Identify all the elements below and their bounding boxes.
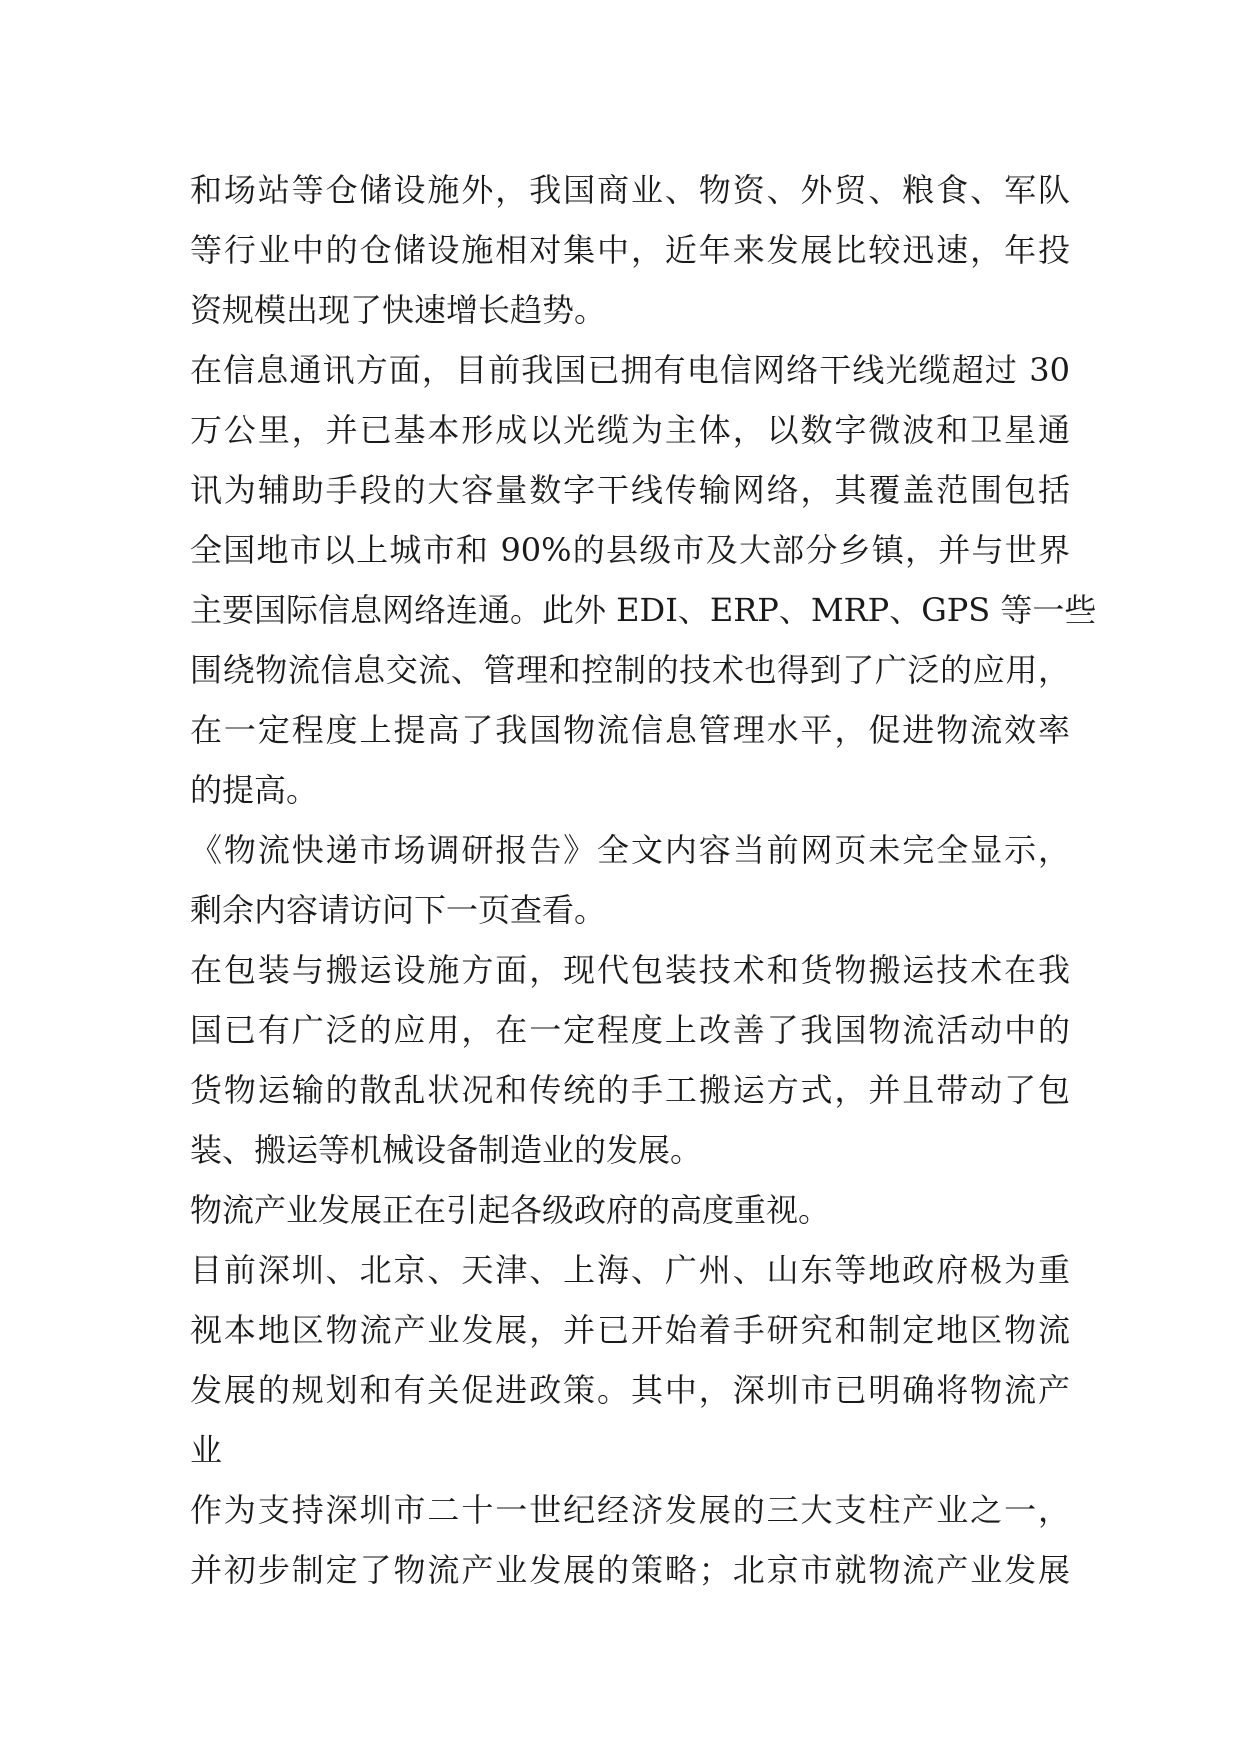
text-line: 在一定程度上提高了我国物流信息管理水平，促进物流效率 [190,711,1070,749]
text-line: 视本地区物流产业发展，并已开始着手研究和制定地区物流 [190,1311,1070,1349]
text-line: 资规模出现了快速增长趋势。 [190,291,607,329]
text-line: 和场站等仓储设施外，我国商业、物资、外贸、粮食、军队 [190,171,1070,209]
text-line: 主要国际信息网络连通。此外 EDI、ERP、MRP、GPS 等一些 [190,591,1097,629]
text-line: 的提高。 [190,771,319,809]
text-line: 作为支持深圳市二十一世纪经济发展的三大支柱产业之一， [190,1491,1070,1529]
text-line: 装、搬运等机械设备制造业的发展。 [190,1131,703,1169]
text-line: 围绕物流信息交流、管理和控制的技术也得到了广泛的应用， [190,651,1070,689]
body-text [190,160,1097,1600]
text-line: 《物流快递市场调研报告》全文内容当前网页未完全显示， [190,831,1070,869]
text-line: 在包装与搬运设施方面，现代包装技术和货物搬运技术在我 [190,951,1070,989]
text-line: 剩余内容请访问下一页查看。 [190,891,607,929]
text-line: 国已有广泛的应用，在一定程度上改善了我国物流活动中的 [190,1011,1070,1049]
text-line: 全国地市以上城市和 90%的县级市及大部分乡镇，并与世界 [190,531,1070,569]
text-line: 并初步制定了物流产业发展的策略；北京市就物流产业发展 [190,1551,1070,1589]
text-line: 业 [190,1431,223,1469]
text-line: 万公里，并已基本形成以光缆为主体，以数字微波和卫星通 [190,411,1070,449]
text-line: 等行业中的仓储设施相对集中，近年来发展比较迅速，年投 [190,231,1070,269]
text-line: 在信息通讯方面，目前我国已拥有电信网络干线光缆超过 30 [190,351,1070,389]
text-line: 发展的规划和有关促进政策。其中，深圳市已明确将物流产 [190,1371,1070,1409]
text-line: 货物运输的散乱状况和传统的手工搬运方式，并且带动了包 [190,1071,1070,1109]
text-line: 物流产业发展正在引起各级政府的高度重视。 [190,1191,831,1229]
text-line: 讯为辅助手段的大容量数字干线传输网络，其覆盖范围包括 [190,471,1070,509]
text-line: 目前深圳、北京、天津、上海、广州、山东等地政府极为重 [190,1251,1070,1289]
